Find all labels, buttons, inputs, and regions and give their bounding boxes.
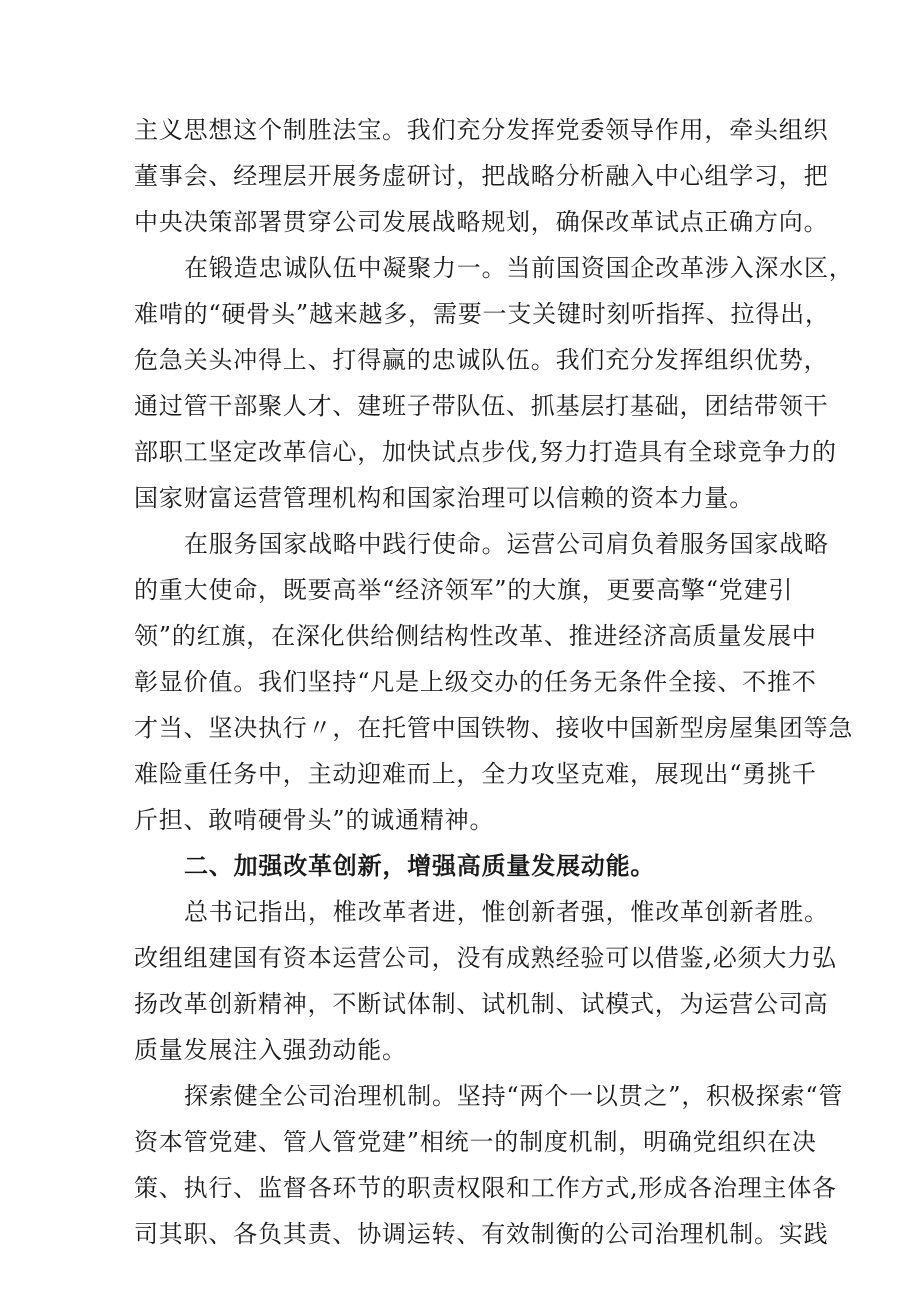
text-line: 董事会、经理层开展务虚研讨，把战略分析融入中心组学习，把 [134, 162, 829, 190]
text-line: 资本管党建、管人管党建”相统一的制度机制，明确党组织在决 [134, 1128, 817, 1156]
text-line: 通过管干部聚人才、建班子带队伍、抓基层打基础，团结带领干 [134, 392, 829, 420]
text-line: 难险重任务中，主动迎难而上，全力攻坚克难，展现出“勇挑千 [134, 760, 817, 788]
section-heading: 二、加强改革创新，增强高质量发展动能。 [184, 851, 656, 880]
text-line: 改组组建国有资本运营公司，没有成熟经验可以借鉴,必须大力弘 [134, 944, 837, 972]
text-line: 主义思想这个制胜法宝。我们充分发挥党委领导作用，牵头组织 [134, 116, 829, 144]
paragraph-start: 探索健全公司治理机制。坚持“两个一以贯之”，积极探索“管 [184, 1082, 844, 1110]
text-line: 的重大使命，既要高举“经济领军”的大旗，更要高擎“党建引 [134, 576, 794, 604]
text-line: 国家财富运营管理机构和国家治理可以信赖的资本力量。 [134, 484, 754, 512]
text-line: 司其职、各负其责、协调运转、有效制衡的公司治理机制。实践 [134, 1220, 829, 1248]
paragraph-start: 总书记指出，椎改革者进，惟创新者强，惟改革创新者胜。 [184, 898, 829, 926]
text-line: 策、执行、监督各环节的职责权限和工作方式,形成各治理主体各 [134, 1174, 837, 1202]
paragraph-start: 在锻造忠诚队伍中凝聚力一。当前国资国企改革涉入深水区， [184, 254, 854, 282]
text-line: 部职工坚定改革信心，加快试点步伐,努力打造具有全球竞争力的 [134, 438, 837, 466]
text-line: 质量发展注入强劲动能。 [134, 1036, 407, 1064]
text-line: 危急关头冲得上、打得赢的忠诚队伍。我们充分发挥组织优势， [134, 346, 829, 374]
text-line: 斤担、敢啃硬骨头”的诚通精神。 [134, 806, 495, 834]
text-line: 难啃的“硬骨头”越来越多，需要一支关键时刻听指挥、拉得出， [134, 300, 830, 328]
text-line: 扬改革创新精神，不断试体制、试机制、试模式，为运营公司高 [134, 990, 829, 1018]
paragraph-start: 在服务国家战略中践行使命。运营公司肩负着服务国家战略 [184, 530, 829, 558]
text-line: 中央决策部署贯穿公司发展战略规划，确保改革试点正确方向。 [134, 208, 829, 236]
text-line: 才当、坚决执行〃，在托管中国铁物、接收中国新型房屋集团等急 [134, 714, 854, 742]
text-line: 彰显价值。我们坚持“凡是上级交办的任务无条件全接、不推不 [134, 668, 817, 696]
text-line: 领”的红旗，在深化供给侧结构性改革、推进经济高质量发展中 [134, 622, 817, 650]
